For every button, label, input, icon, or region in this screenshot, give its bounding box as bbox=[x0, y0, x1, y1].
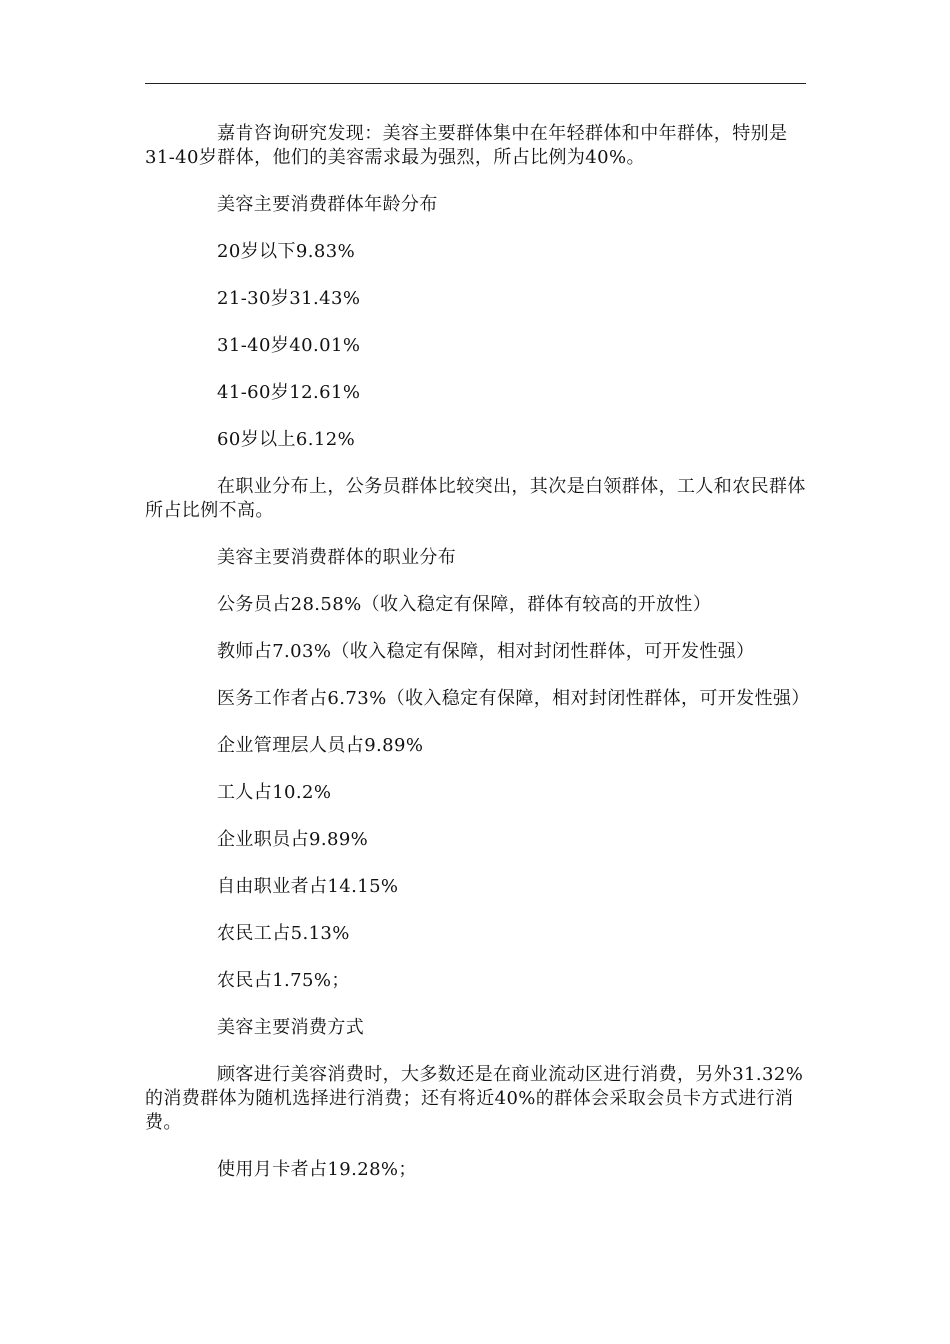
age-item-31-40: 31-40岁40.01% bbox=[217, 335, 361, 356]
consumption-item-monthly-card: 使用月卡者占19.28%； bbox=[217, 1159, 417, 1180]
document-page bbox=[145, 0, 810, 1344]
header-rule bbox=[145, 83, 806, 84]
occupation-item-migrant-worker: 农民工占5.13% bbox=[217, 923, 350, 944]
occupation-item-civil-servant: 公务员占28.58%（收入稳定有保障，群体有较高的开放性） bbox=[217, 594, 712, 615]
occupation-item-management: 企业管理层人员占9.89% bbox=[217, 735, 424, 756]
age-item-over-60: 60岁以上6.12% bbox=[217, 429, 356, 450]
age-item-21-30: 21-30岁31.43% bbox=[217, 288, 361, 309]
occupation-item-medical-worker: 医务工作者占6.73%（收入稳定有保障，相对封闭性群体，可开发性强） bbox=[217, 688, 810, 709]
paragraph-research-finding: 嘉肯咨询研究发现：美容主要群体集中在年轻群体和中年群体，特别是31-40岁群体，他们的美容需求最为强烈，所占比例为40%。 bbox=[145, 123, 788, 168]
heading-age-distribution: 美容主要消费群体年龄分布 bbox=[217, 194, 438, 215]
occupation-item-farmer: 农民占1.75%； bbox=[217, 970, 350, 991]
paragraph-occupation-summary: 在职业分布上，公务员群体比较突出，其次是白领群体，工人和农民群体所占比例不高。 bbox=[145, 476, 806, 521]
document-body bbox=[145, 122, 810, 1182]
occupation-item-freelancer: 自由职业者占14.15% bbox=[217, 876, 399, 897]
heading-occupation-distribution: 美容主要消费群体的职业分布 bbox=[217, 547, 457, 568]
paragraph-consumption-summary: 顾客进行美容消费时，大多数还是在商业流动区进行消费，另外31.32%的消费群体为随机选择进行消费；还有将近40%的群体会采取会员卡方式进行消费。 bbox=[145, 1064, 804, 1133]
heading-consumption-method: 美容主要消费方式 bbox=[217, 1017, 365, 1038]
occupation-item-teacher: 教师占7.03%（收入稳定有保障，相对封闭性群体，可开发性强） bbox=[217, 641, 755, 662]
age-item-41-60: 41-60岁12.61% bbox=[217, 382, 361, 403]
occupation-item-employee: 企业职员占9.89% bbox=[217, 829, 369, 850]
occupation-item-worker: 工人占10.2% bbox=[217, 782, 332, 803]
age-item-under-20: 20岁以下9.83% bbox=[217, 241, 356, 262]
